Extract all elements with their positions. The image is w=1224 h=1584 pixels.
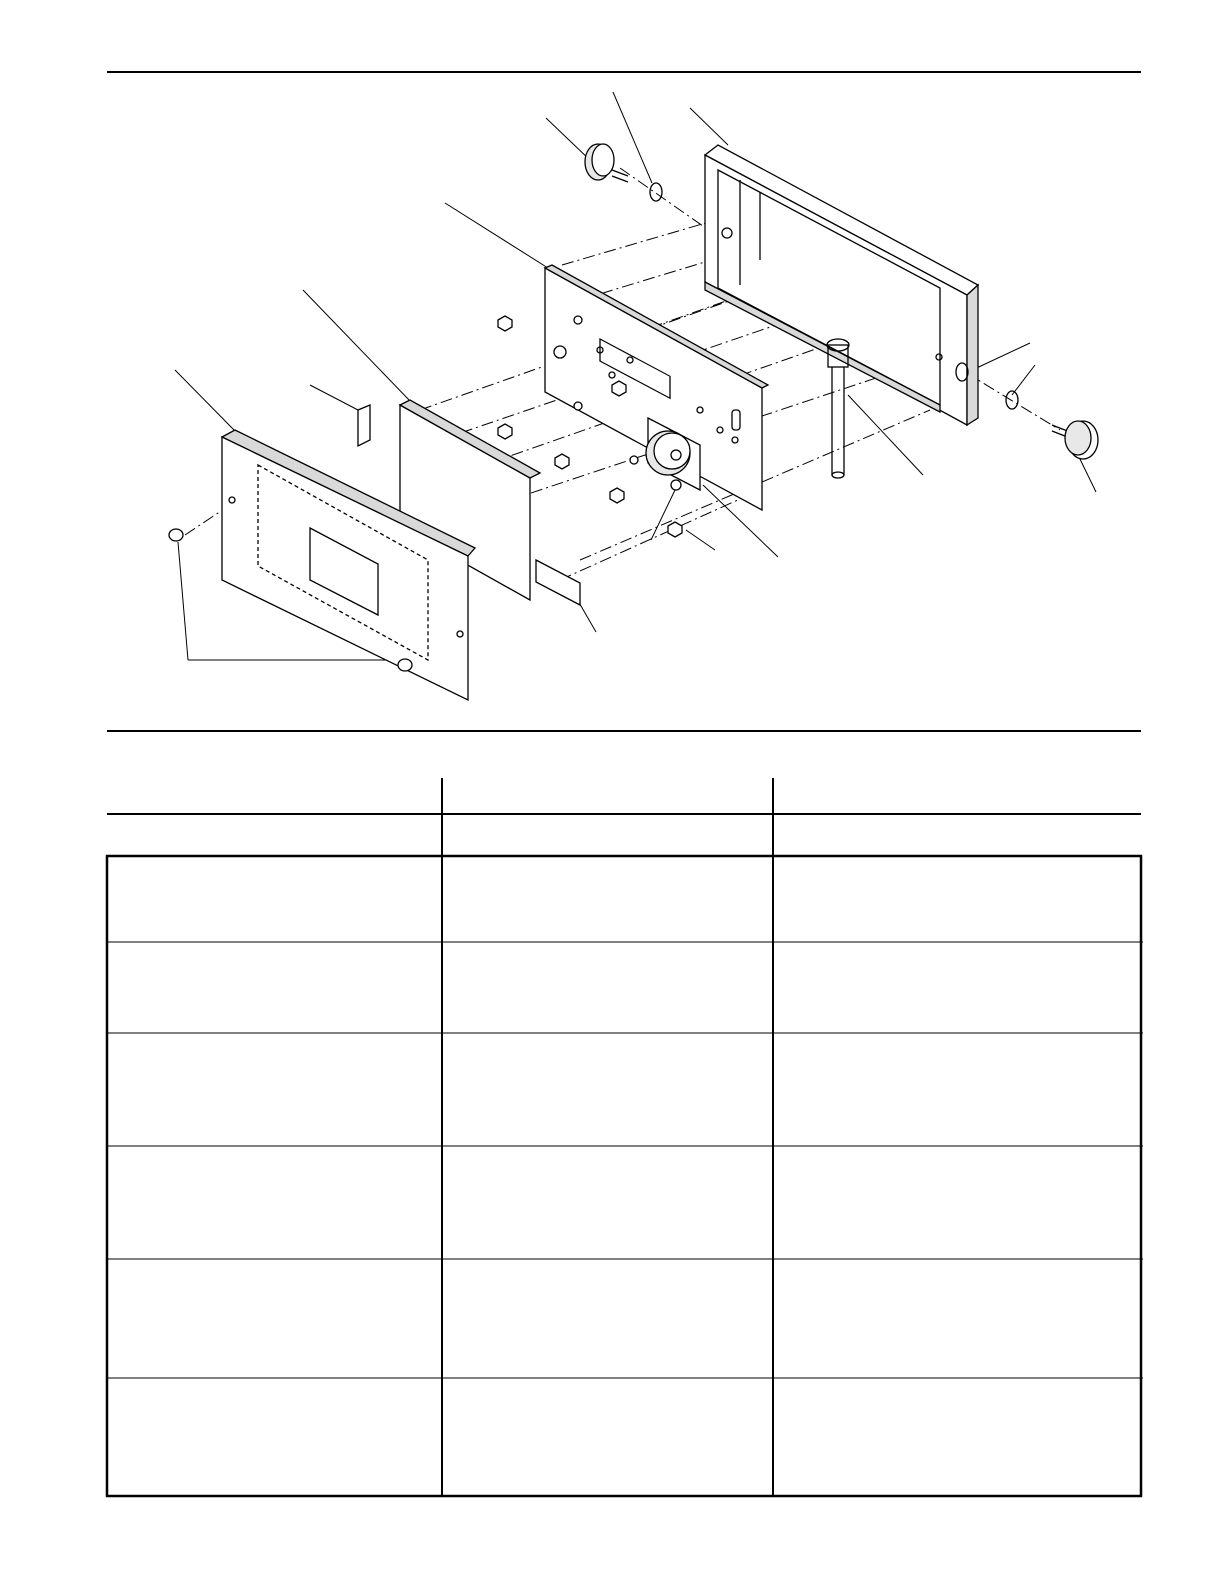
parts-table xyxy=(0,770,1224,1510)
washer-top xyxy=(650,183,662,201)
top-rule xyxy=(107,71,1141,73)
middle-rule xyxy=(107,730,1141,732)
knob-right xyxy=(1052,421,1098,459)
table-body-frame xyxy=(107,856,1141,1496)
exploded-assembly-drawing xyxy=(0,75,1224,730)
washer-right xyxy=(1006,391,1018,409)
knob-top xyxy=(585,144,628,182)
